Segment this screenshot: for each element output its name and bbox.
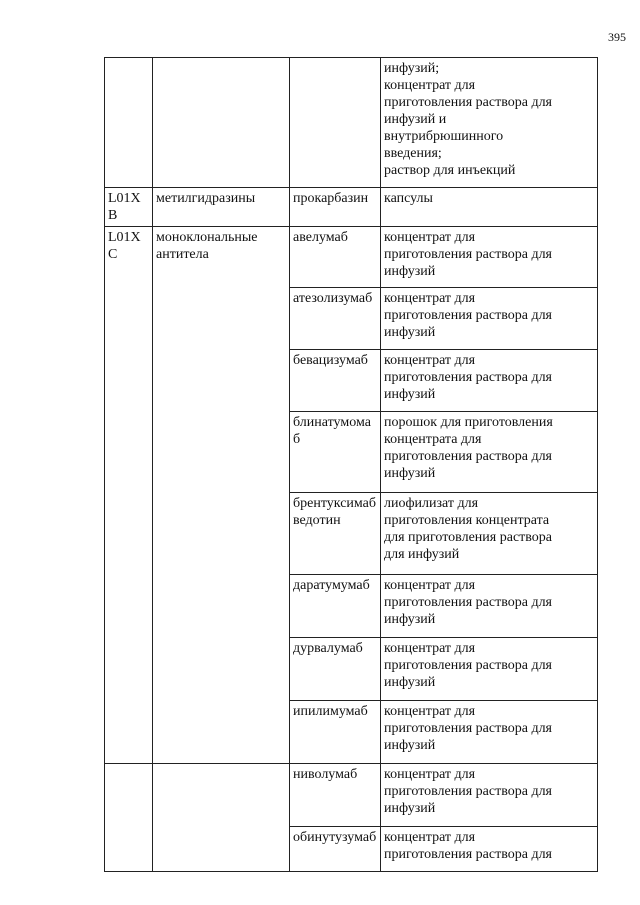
group-line: моноклональные (156, 230, 258, 245)
table-row (105, 350, 598, 412)
atc-code-cell (105, 58, 153, 188)
group-cell (153, 575, 290, 638)
form-line: приготовления раствора для (384, 449, 552, 464)
dosage-form-cell (381, 764, 598, 827)
table-row (105, 412, 598, 493)
table-row (105, 493, 598, 575)
table-row (105, 827, 598, 872)
dosage-form-cell (381, 827, 598, 872)
drug-line: блинатумома (293, 415, 371, 430)
drug-cell (290, 58, 381, 188)
drug-cell (290, 412, 381, 493)
dosage-form-cell (381, 638, 598, 701)
drug-line: ведотин (293, 513, 341, 528)
drug-cell: даратумумаб (290, 575, 381, 638)
form-line: инфузий (384, 264, 436, 279)
form-line: введения; (384, 146, 442, 161)
drug-table (104, 57, 598, 872)
drug-cell: ипилимумаб (290, 701, 381, 764)
drug-cell: авелумаб (290, 227, 381, 288)
group-cell (153, 493, 290, 575)
form-line: приготовления концентрата (384, 513, 550, 528)
form-line: инфузий (384, 738, 436, 753)
group-cell: метилгидразины (153, 188, 290, 227)
form-line: концентрат для (384, 291, 476, 306)
form-line: инфузий (384, 801, 436, 816)
form-line: внутрибрюшинного (384, 129, 504, 144)
form-line: приготовления раствора для (384, 247, 552, 262)
form-line: лиофилизат для (384, 496, 479, 511)
page-number: 395 (608, 30, 626, 44)
table-row (105, 638, 598, 701)
atc-code-cell (105, 575, 153, 638)
dosage-form-cell (381, 58, 598, 188)
group-cell (153, 412, 290, 493)
dosage-form-cell (381, 288, 598, 350)
form-line: для приготовления раствора (384, 530, 552, 545)
form-line: инфузий (384, 325, 436, 340)
table-row (105, 227, 598, 288)
atc-code-cell (105, 638, 153, 701)
table-row (105, 188, 598, 227)
group-cell (153, 827, 290, 872)
group-cell (153, 701, 290, 764)
atc-code-cell (105, 350, 153, 412)
atc-code-cell (105, 827, 153, 872)
form-line: инфузий (384, 466, 436, 481)
dosage-form-cell (381, 227, 598, 288)
drug-line: б (293, 432, 301, 447)
form-line: концентрат для (384, 230, 476, 245)
dosage-form-cell (381, 575, 598, 638)
form-line: инфузий и (384, 112, 447, 127)
form-line: приготовления раствора для (384, 658, 552, 673)
form-line: концентрат для (384, 641, 476, 656)
group-line: антитела (156, 247, 209, 262)
drug-cell: ниволумаб (290, 764, 381, 827)
dosage-form-cell (381, 701, 598, 764)
group-cell (153, 638, 290, 701)
drug-cell: атезолизумаб (290, 288, 381, 350)
form-line: концентрат для (384, 353, 476, 368)
group-cell (153, 58, 290, 188)
drug-cell (290, 493, 381, 575)
drug-line: брентуксимаб (293, 496, 377, 511)
table-row (105, 288, 598, 350)
atc-code-cell: L01XC (105, 227, 153, 288)
form-line: инфузий (384, 675, 436, 690)
table-row (105, 701, 598, 764)
form-line: приготовления раствора для (384, 595, 552, 610)
drug-cell: дурвалумаб (290, 638, 381, 701)
form-line: приготовления раствора для (384, 370, 552, 385)
atc-code-cell: L01XB (105, 188, 153, 227)
table-row (105, 58, 598, 188)
drug-cell: прокарбазин (290, 188, 381, 227)
atc-code-cell (105, 288, 153, 350)
form-line: концентрат для (384, 78, 476, 93)
form-line: приготовления раствора для (384, 784, 552, 799)
form-line: приготовления раствора для (384, 308, 552, 323)
form-line: инфузий (384, 387, 436, 402)
form-line: порошок для приготовления (384, 415, 553, 430)
form-line: приготовления раствора для (384, 847, 552, 862)
dosage-form-cell (381, 412, 598, 493)
atc-code-cell (105, 701, 153, 764)
dosage-form-cell: капсулы (381, 188, 598, 227)
form-line: для инфузий (384, 547, 460, 562)
form-line: концентрат для (384, 578, 476, 593)
drug-cell: обинутузумаб (290, 827, 381, 872)
form-line: приготовления раствора для (384, 95, 552, 110)
atc-code-cell (105, 493, 153, 575)
atc-code-cell (105, 412, 153, 493)
group-cell (153, 288, 290, 350)
form-line: приготовления раствора для (384, 721, 552, 736)
form-line: раствор для инъекций (384, 163, 516, 178)
group-cell (153, 350, 290, 412)
form-line: инфузий (384, 612, 436, 627)
group-cell (153, 764, 290, 827)
dosage-form-cell (381, 493, 598, 575)
form-line: концентрат для (384, 704, 476, 719)
form-line: инфузий; (384, 61, 440, 76)
drug-cell: бевацизумаб (290, 350, 381, 412)
form-line: концентрата для (384, 432, 482, 447)
form-line: концентрат для (384, 767, 476, 782)
atc-code-cell (105, 764, 153, 827)
group-cell (153, 227, 290, 288)
form-line: концентрат для (384, 830, 476, 845)
dosage-form-cell (381, 350, 598, 412)
table-row (105, 764, 598, 827)
table-row (105, 575, 598, 638)
